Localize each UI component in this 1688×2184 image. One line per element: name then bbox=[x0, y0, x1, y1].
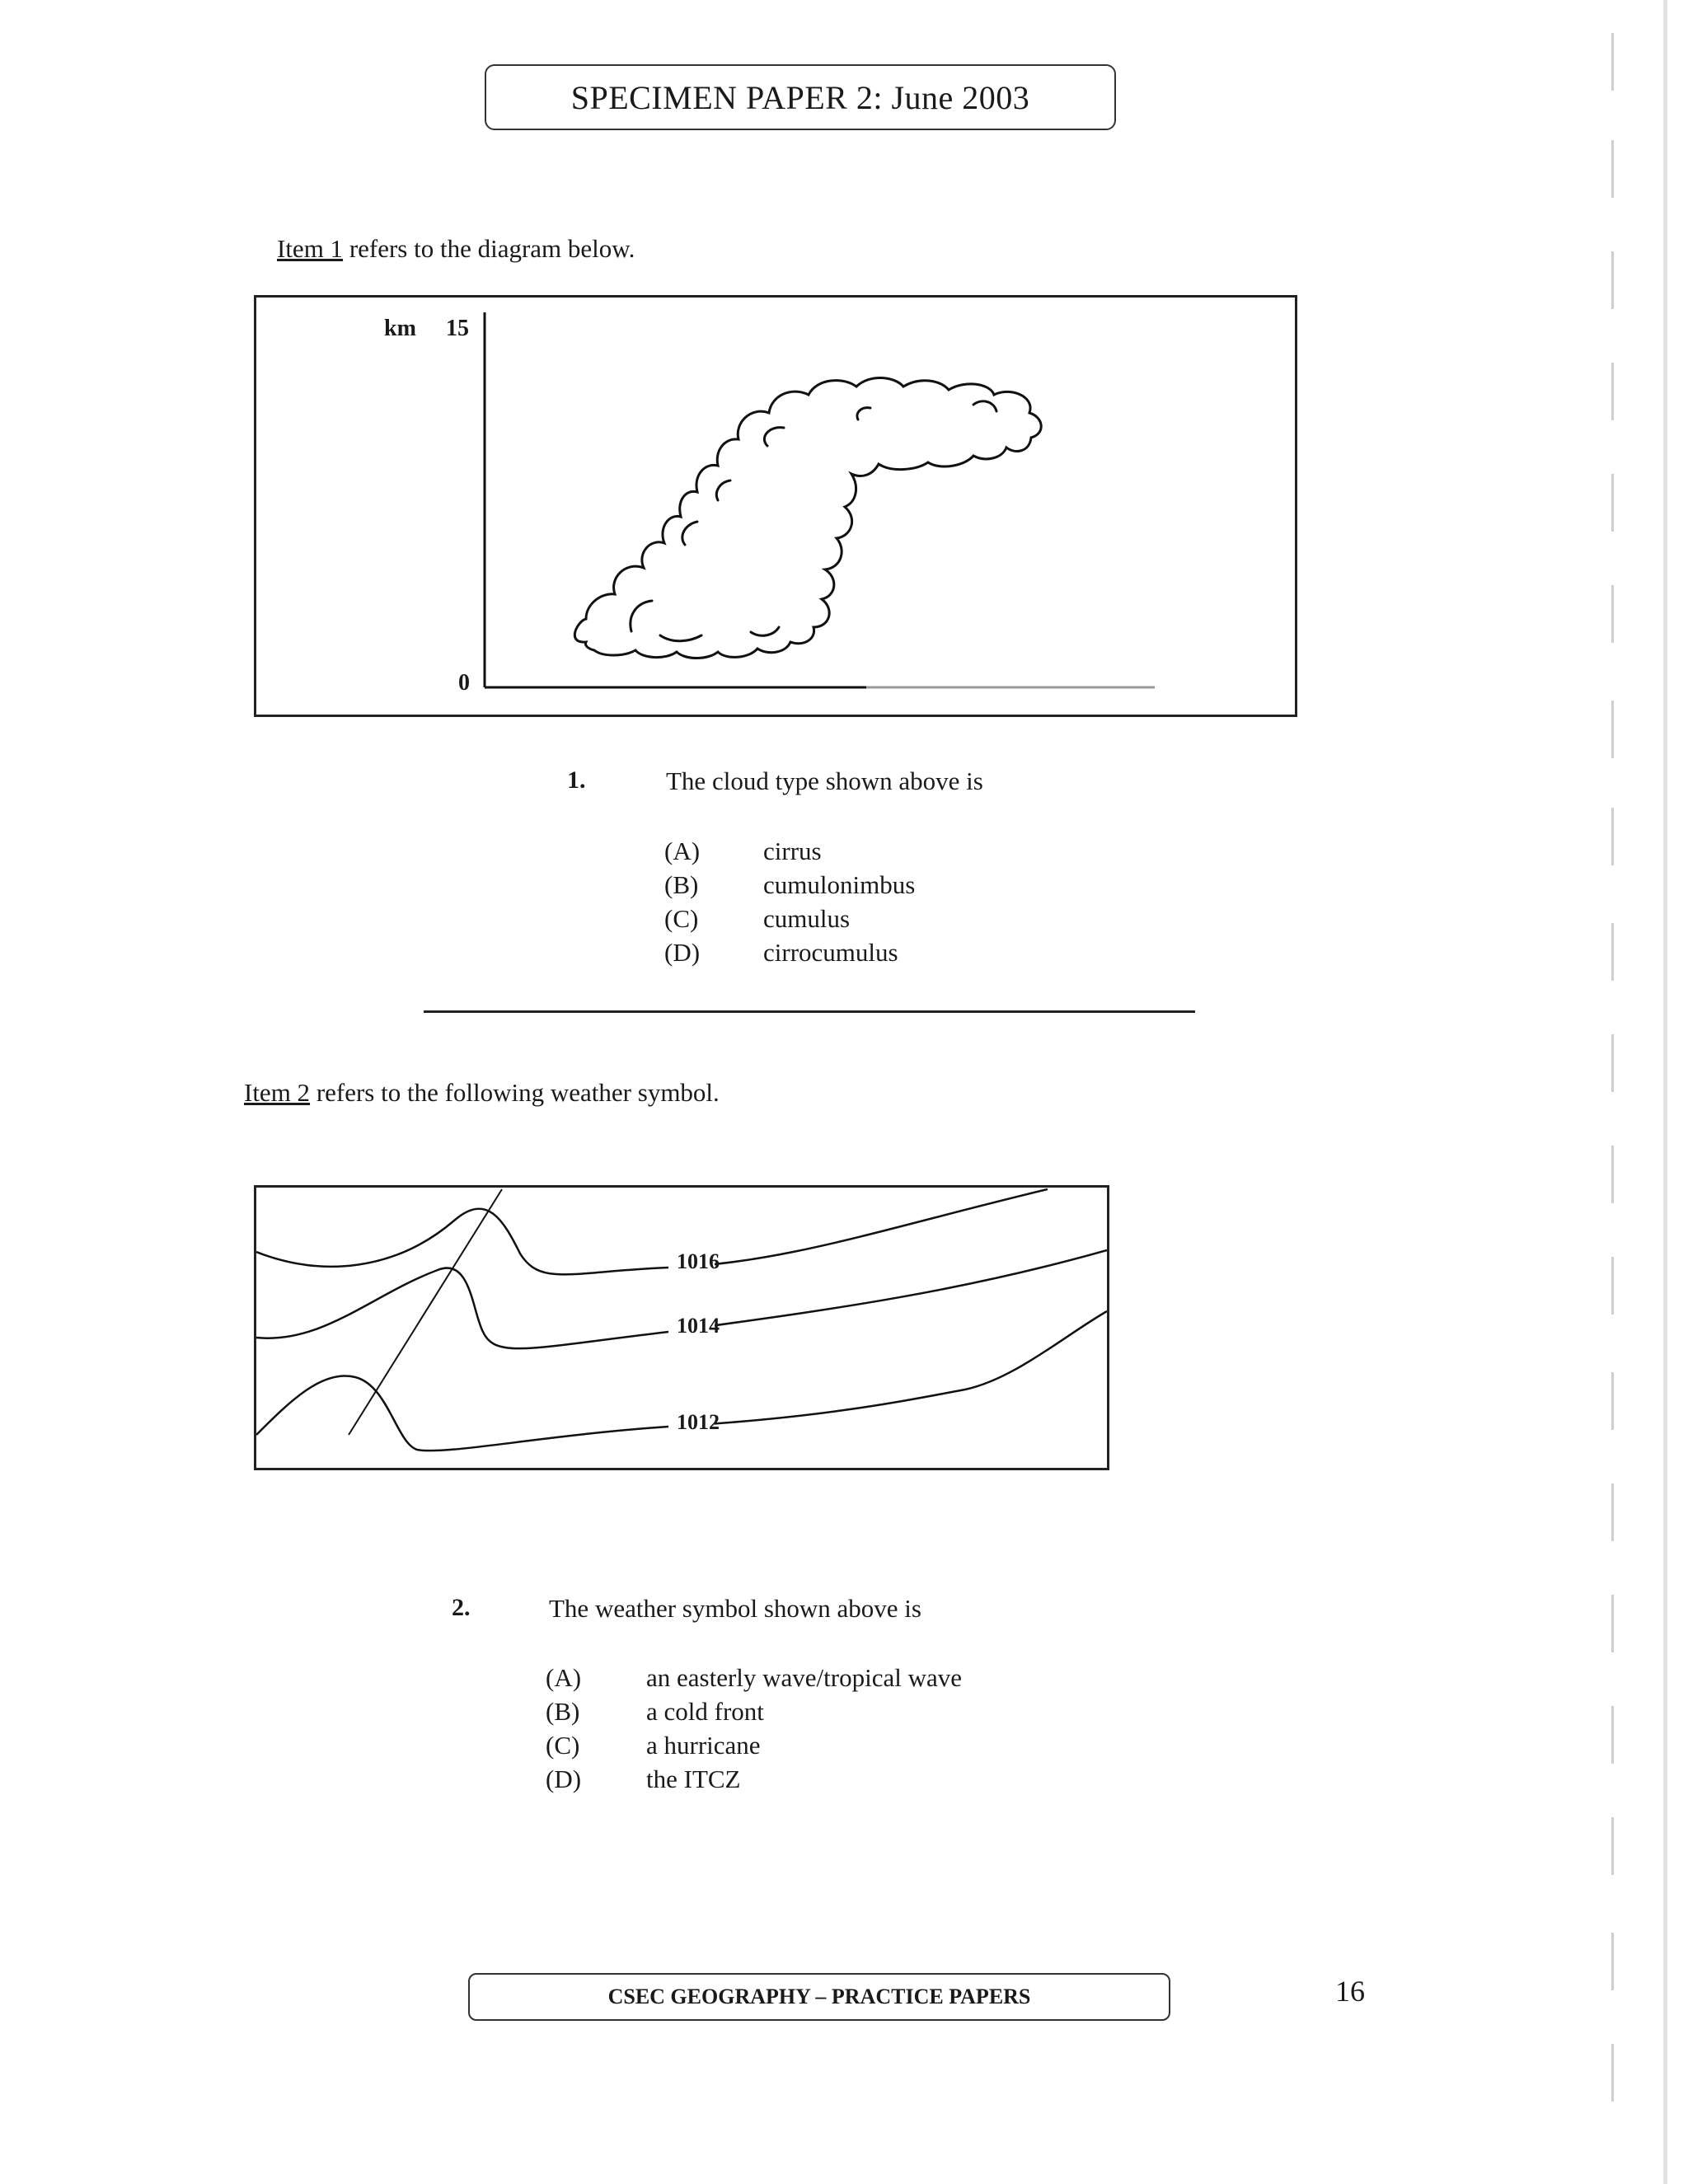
q2-option-c-text: a hurricane bbox=[646, 1731, 761, 1760]
q1-option-b-letter: (B) bbox=[664, 870, 699, 899]
binding-mark bbox=[1611, 808, 1614, 865]
cloud-diagram bbox=[254, 295, 1297, 717]
binding-mark bbox=[1611, 1483, 1614, 1541]
binding-mark bbox=[1611, 923, 1614, 981]
q2-option-b-text: a cold front bbox=[646, 1697, 764, 1726]
q2-option-b-letter: (B) bbox=[546, 1697, 580, 1726]
page-title: SPECIMEN PAPER 2: June 2003 bbox=[485, 64, 1116, 130]
binding-mark bbox=[1611, 2044, 1614, 2102]
question-1-text: The cloud type shown above is bbox=[666, 766, 983, 795]
item1-intro bbox=[277, 234, 635, 264]
binding-mark bbox=[1611, 1146, 1614, 1203]
binding-mark bbox=[1611, 1706, 1614, 1764]
axis-top-label: 15 bbox=[446, 316, 469, 341]
binding-mark bbox=[1611, 1372, 1614, 1430]
question-2-text: The weather symbol shown above is bbox=[549, 1594, 921, 1623]
axis-bottom-label: 0 bbox=[458, 670, 470, 696]
q2-option-d-letter: (D) bbox=[546, 1765, 582, 1793]
footer-title: CSEC GEOGRAPHY – PRACTICE PAPERS bbox=[468, 1973, 1170, 2021]
q1-option-d-text: cirrocumulus bbox=[763, 938, 898, 967]
item2-reference: Item 2 bbox=[244, 1078, 311, 1107]
binding-mark bbox=[1611, 1817, 1614, 1875]
axis-unit-label: km bbox=[384, 316, 416, 341]
binding-mark bbox=[1611, 701, 1614, 758]
binding-mark bbox=[1611, 140, 1614, 198]
cumulonimbus-cloud-icon bbox=[574, 377, 1041, 658]
question-2-number: 2. bbox=[452, 1594, 471, 1621]
q2-option-a-text: an easterly wave/tropical wave bbox=[646, 1663, 963, 1692]
q1-option-c-letter: (C) bbox=[664, 904, 699, 933]
item1-intro-text: refers to the diagram below. bbox=[343, 234, 635, 263]
binding-mark bbox=[1611, 33, 1614, 91]
q1-option-a-letter: (A) bbox=[664, 837, 701, 865]
q2-option-c-letter: (C) bbox=[546, 1731, 580, 1760]
q1-option-a-text: cirrus bbox=[763, 837, 822, 865]
weather-map-diagram bbox=[254, 1185, 1109, 1470]
binding-mark bbox=[1611, 1034, 1614, 1092]
isobar-label-1014: 1014 bbox=[677, 1314, 720, 1338]
binding-mark bbox=[1611, 474, 1614, 532]
q2-option-d-text: the ITCZ bbox=[646, 1765, 741, 1793]
q2-option-a-letter: (A) bbox=[546, 1663, 582, 1692]
binding-mark bbox=[1611, 363, 1614, 420]
q1-option-d-letter: (D) bbox=[664, 938, 701, 967]
binding-mark bbox=[1611, 1257, 1614, 1315]
page-number: 16 bbox=[1335, 1975, 1365, 2008]
q1-option-c-text: cumulus bbox=[763, 904, 851, 933]
page-edge bbox=[1663, 0, 1667, 2184]
isobar-label-1012: 1012 bbox=[677, 1410, 720, 1434]
question-1-number: 1. bbox=[567, 766, 586, 794]
binding-mark bbox=[1611, 1595, 1614, 1652]
item1-reference: Item 1 bbox=[277, 234, 344, 263]
binding-mark bbox=[1611, 251, 1614, 309]
q1-option-b-text: cumulonimbus bbox=[763, 870, 916, 899]
section-divider bbox=[424, 1010, 1195, 1013]
isobar-label-1016: 1016 bbox=[677, 1249, 720, 1273]
binding-mark bbox=[1611, 585, 1614, 643]
item2-intro bbox=[244, 1078, 720, 1108]
binding-mark bbox=[1611, 1933, 1614, 1990]
item2-intro-text: refers to the following weather symbol. bbox=[310, 1078, 720, 1107]
